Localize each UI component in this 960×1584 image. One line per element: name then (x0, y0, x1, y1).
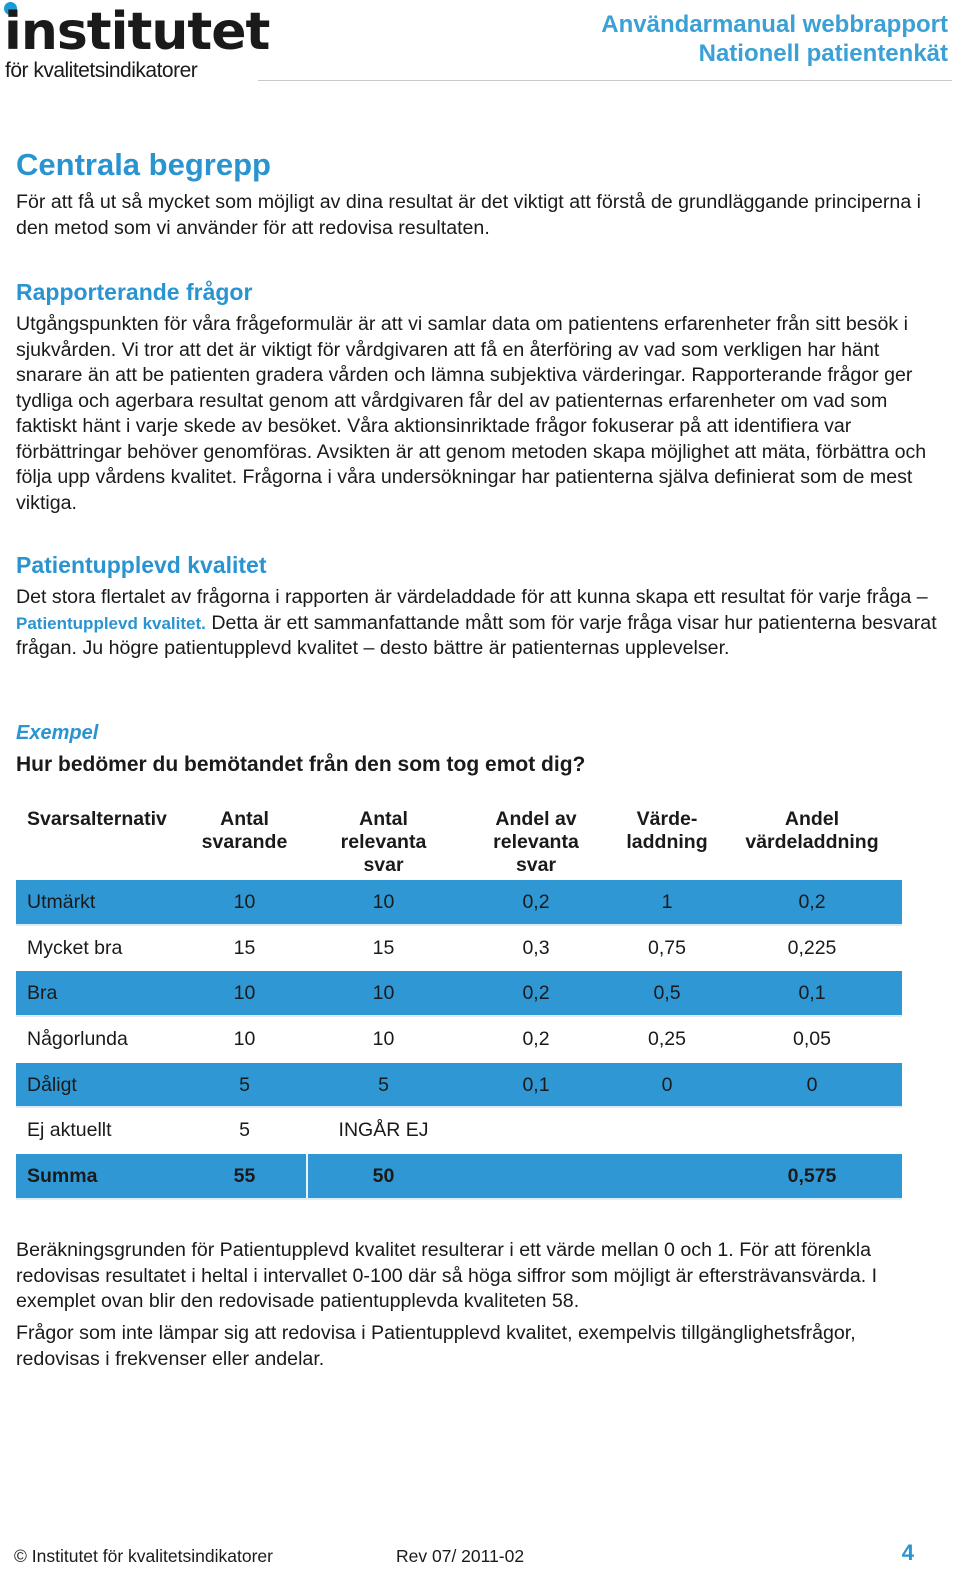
cell-antal-relevanta: INGÅR EJ (338, 1119, 429, 1142)
cell-antal-relevanta: 10 (372, 982, 395, 1005)
document-title-line1: Användarmanual webbrapport (601, 11, 948, 38)
example-question: Hur bedömer du bemötandet från den som tog emot dig? (16, 753, 586, 776)
cell-vardeladdning (617, 1154, 717, 1200)
cell-andel-relevanta (480, 1108, 592, 1154)
example-table (16, 808, 902, 1200)
row-label: Bra (27, 982, 58, 1005)
cell-andel-relevanta: 0,2 (522, 982, 550, 1005)
rapporterande-heading: Rapporterande frågor (16, 279, 253, 305)
cell-andel-relevanta: 0,2 (522, 1028, 550, 1051)
cell-vardeladdning: 0,5 (653, 982, 681, 1005)
cell-antal-svarande: 10 (233, 982, 256, 1005)
header-antal-svarande: Antal svarande (201, 808, 288, 853)
row-label: Ej aktuellt (27, 1119, 112, 1142)
patientupplevd-heading: Patientupplevd kvalitet (16, 552, 267, 578)
cell-antal-svarande: 5 (239, 1119, 250, 1142)
header-andel-relevanta: Andel av relevanta svar (493, 808, 579, 876)
patientupplevd-paragraph (16, 585, 941, 662)
header-andel-vardeladdning: Andel värdeladdning (745, 808, 879, 853)
footer-revision: Rev 07/ 2011-02 (396, 1546, 525, 1566)
closing-paragraph-2: Frågor som inte lämpar sig att redovisa i Patientupplevd kvalitet, exempelvis tillgänglighetsfrågor, redovisas i frekvenser eller andelar. (16, 1322, 856, 1370)
cell-antal-relevanta: 15 (372, 936, 395, 959)
cell-antal-svarande: 55 (233, 1165, 256, 1188)
row-label: Dåligt (27, 1073, 77, 1096)
section-title: Centrala begrepp (16, 147, 271, 182)
table-row (16, 1063, 902, 1109)
row-label: Mycket bra (27, 936, 123, 959)
cell-andel-vardeladdning: 0,05 (793, 1028, 831, 1051)
cell-antal-svarande: 5 (239, 1073, 250, 1096)
table-row (16, 1108, 902, 1154)
document-title-line2: Nationell patientenkät (698, 40, 948, 67)
patientupplevd-text-before: Det stora flertalet av frågorna i rapporten är värdeladdade för att kunna skapa ett resultat för varje fråga – (16, 586, 928, 608)
table-row (16, 926, 902, 972)
cell-antal-relevanta: 50 (372, 1165, 395, 1188)
cell-andel-relevanta (480, 1154, 592, 1200)
logo (4, 2, 270, 82)
row-label: Utmärkt (27, 891, 96, 913)
cell-andel-vardeladdning: 0,1 (798, 982, 826, 1005)
patientupplevd-accent: Patientupplevd kvalitet. (16, 613, 206, 633)
cell-antal-relevanta: 10 (372, 1028, 395, 1051)
table-row (16, 1017, 902, 1063)
document-title (601, 10, 948, 68)
row-label: Summa (27, 1165, 98, 1188)
table-row-summa (16, 1154, 902, 1200)
cell-andel-vardeladdning: 0,575 (787, 1165, 837, 1188)
row-label: Någorlunda (27, 1028, 128, 1051)
cell-antal-svarande: 15 (233, 936, 256, 959)
cell-andel-relevanta: 0,2 (522, 891, 550, 913)
header-antal-relevanta: Antal relevanta svar (340, 808, 427, 876)
header-vardeladdning: Värde-laddning (626, 808, 708, 853)
header-svarsalternativ: Svarsalternativ (27, 808, 167, 830)
cell-andel-vardeladdning (732, 1108, 892, 1154)
intro-paragraph: För att få ut så mycket som möjligt av dina resultat är det viktigt att förstå de grundläggande principerna i den metod som vi använder för att redovisa resultaten. (16, 191, 922, 239)
cell-vardeladdning: 0,25 (648, 1028, 686, 1051)
column-divider (306, 1154, 308, 1200)
cell-andel-vardeladdning: 0,225 (787, 936, 837, 959)
footer-copyright: © Institutet för kvalitetsindikatorer (14, 1546, 273, 1566)
cell-antal-svarande: 10 (233, 1028, 256, 1051)
cell-vardeladdning (617, 1108, 717, 1154)
cell-andel-relevanta: 0,1 (522, 1073, 550, 1096)
cell-antal-relevanta: 5 (378, 1073, 389, 1096)
cell-antal-relevanta: 10 (372, 891, 395, 913)
cell-andel-relevanta: 0,3 (522, 936, 550, 959)
logo-sub-text: för kvalitetsindikatorer (5, 59, 198, 82)
example-label: Exempel (16, 722, 99, 744)
header-divider (258, 80, 952, 81)
table-header (16, 808, 902, 880)
cell-antal-svarande: 10 (233, 891, 256, 913)
patientupplevd-text-after: Detta är ett sammanfattande mått som för varje fråga visar hur patienterna besvarat frågan. Ju högre patientupplevd kvalitet – desto bättre är patienternas upplevelser. (16, 611, 937, 659)
rapporterande-paragraph: Utgångspunkten för våra frågeformulär är att vi samlar data om patientens erfarenheter från sitt besök i sjukvården. Vi tror att det är viktigt för vårdgivaren att få en återföring av vad som verkligen har hänt snarare än att be patienten gradera vården och lämna subjektiva värderingar. Rapporterande frågor ger tydliga och agerbara resultat genom att vårdgivaren får del av patienternas erfarenheter om vad som faktiskt hänt i varje skede av besöket. Våra aktionsinriktade frågor fokuserar på att identifiera var förbättringar behöver genomföras. Avsikten är att genom metoden skapa möjlighet att mäta, förbättra och följa upp vårdens kvalitet. Frågorna i våra undersökningar har patienterna själva definierat som de mest viktiga. (16, 313, 927, 514)
cell-andel-vardeladdning: 0,2 (798, 891, 826, 913)
table-row (16, 880, 902, 926)
logo-main-text: institutet (4, 2, 270, 62)
cell-vardeladdning: 0 (661, 1073, 673, 1096)
closing-paragraph-1: Beräkningsgrunden för Patientupplevd kvalitet resulterar i ett värde mellan 0 och 1. För att förenkla redovisas resultatet i heltal i intervallet 0-100 där så höga siffror som möjligt är eftersträvansvärda. I exemplet ovan blir den redovisade patientupplevda kvaliteten 58. (16, 1239, 878, 1312)
cell-vardeladdning: 1 (661, 891, 673, 913)
cell-vardeladdning: 0,75 (648, 936, 686, 959)
table-row (16, 971, 902, 1017)
cell-andel-vardeladdning: 0 (806, 1073, 818, 1096)
page-number: 4 (901, 1540, 914, 1565)
